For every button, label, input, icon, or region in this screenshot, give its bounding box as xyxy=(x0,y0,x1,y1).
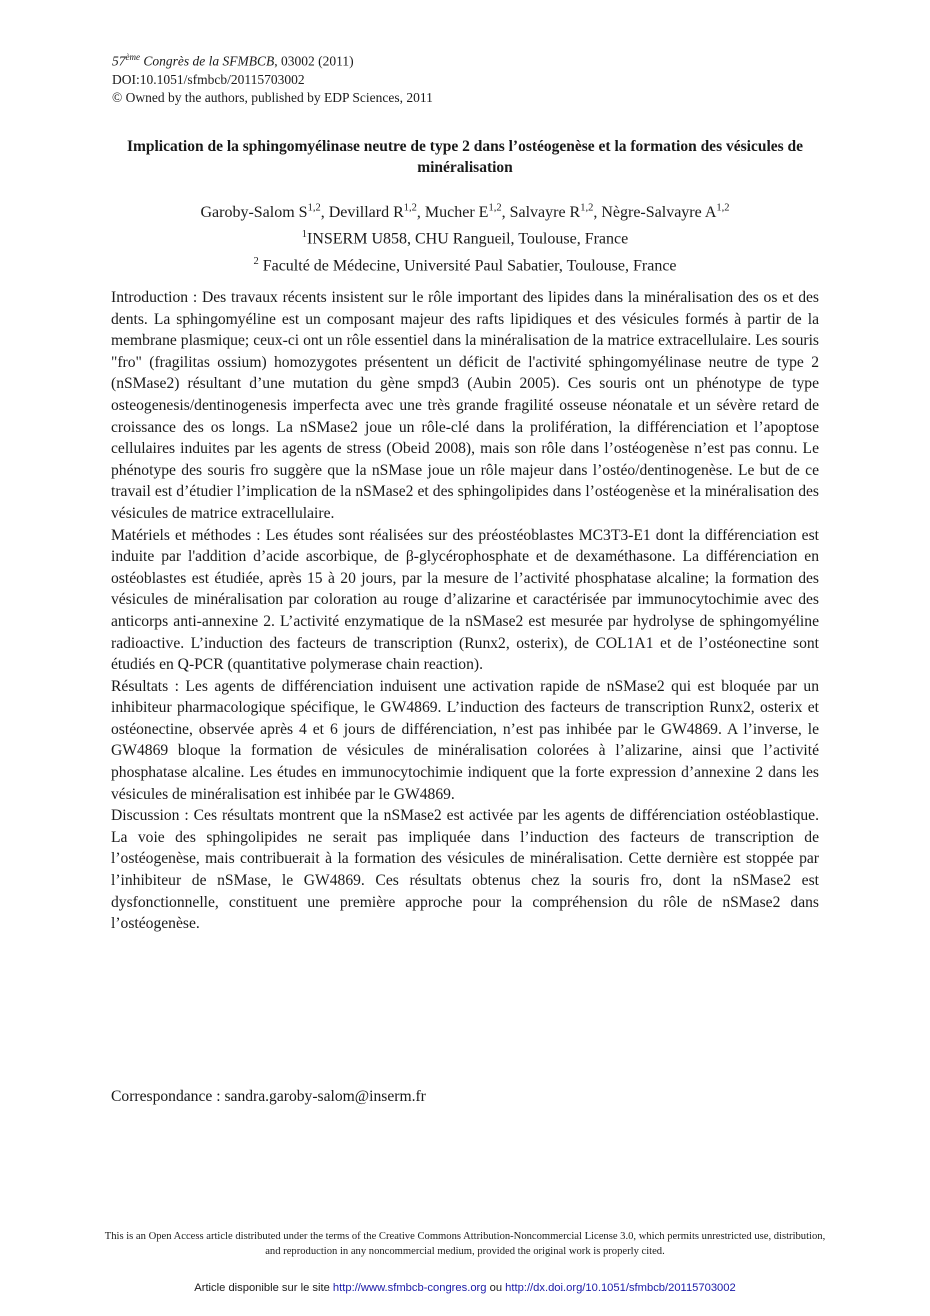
copyright: © Owned by the authors, published by EDP Sciences, 2011 xyxy=(112,89,433,105)
availability-line xyxy=(100,1281,830,1296)
doi: DOI:10.1051/sfmbcb/20115703002 xyxy=(112,71,305,87)
section-discussion: Discussion : Ces résultats montrent que la nSMase2 est activée par les agents de différenciation ostéoblastique. La voie des sphingolipides ne serait pas impliquée dans l’induction des facteurs de transcription de l’ostéogenèse, mais contribuerait à la formation des vésicules de minéralisation. Cette dernière est stoppée par l’inhibiteur de nSMase, le GW4869. Ces résultats obtenus chez la souris fro, dont la nSMase2 est dysfonctionnelle, constituent une première approche pour la compréhension du rôle de nSMase2 dans l’ostéogenèse. xyxy=(111,807,819,933)
availability-prefix: Article disponible sur le site xyxy=(194,1282,333,1294)
author-list xyxy=(100,198,830,224)
affiliation-1: $^1$INSERM U858, CHU Rangueil, Toulouse, France xyxy=(301,229,629,248)
author: Garoby-Salom S$^{1,2}$, xyxy=(200,203,329,222)
article-title: Implication de la sphingomyélinase neutre de type 2 dans l’ostéogenèse et la formation des vésicules de minéralisation xyxy=(126,138,804,176)
section-results: Résultats : Les agents de différenciation induisent une activation rapide de nSMase2 qui est bloquée par un inhibiteur pharmacologique spécifique, le GW4869. L’induction des facteurs de transcription Runx2, osterix et ostéonectine, observée après 4 et 6 jours de différenciation, n’est pas inhibée par le GW4869. A l’inverse, le GW4869 bloque la formation de vésicules de minéralisation colorées à l’alizarine, ainsi que l’activité phosphatase alcaline. Les études en immunocytochimie indiquent que la forte expression d’annexine 2 dans les vésicules de minéralisation est inhibée par le GW4869. xyxy=(111,677,819,803)
section-introduction: Introduction : Des travaux récents insistent sur le rôle important des lipides dans la minéralisation des os et des dents. La sphingomyéline est un composant majeur des rafts lipidiques et des vésicules formés à partir de la membrane plasmique; ceux-ci ont un rôle essentiel dans la minéralisation de la matrice extracellulaire. Les souris "fro" (fragilitas ossium) homozygotes présentent un déficit de l'activité sphingomyélinase neutre de type 2 (nSMase2) résultant d’une mutation du gène smpd3 (Aubin 2005). Ces souris ont un phénotype de type osteogenesis/dentinogenesis imperfecta avec une très grande fragilité osseuse néonatale et un sévère retard de croissance des os longs. La nSMase2 joue un rôle-clé dans la prolifération, la différenciation et l’apoptose cellulaires induites par les agents de stress (Obeid 2008), mais son rôle dans l’ostéogenèse n’est pas connu. Le phénotype des souris fro suggère que la nSMase joue un rôle majeur dans l’ostéo/dentinogenèse. Le but de ce travail est d’étudier l’implication de la nSMase2 et des sphingolipides dans l’ostéogenèse et la minéralisation des vésicules de matrice extracellulaire. xyxy=(111,289,819,522)
author: Mucher E$^{1,2}$, xyxy=(424,203,510,222)
license-notice: This is an Open Access article distributed under the terms of the Creative Commons Attribution-Noncommercial License 3.0, which permits unrestricted use, distribution, and reproduction in any noncommercial medium, provided the original work is properly cited. xyxy=(104,1231,826,1257)
conference-line xyxy=(112,48,433,71)
congress-link[interactable]: http://www.sfmbcb-congres.org xyxy=(332,1282,487,1294)
availability-middle: ou xyxy=(486,1282,506,1294)
conference-number-suffix: ème xyxy=(125,52,140,62)
abstract-body xyxy=(111,287,819,935)
correspondence: Correspondance : sandra.garoby-salom@inserm.fr xyxy=(111,1088,426,1105)
doi-link[interactable]: http://dx.doi.org/10.1051/sfmbcb/20115703002 xyxy=(505,1282,736,1294)
conference-number: 57 xyxy=(112,53,126,69)
author: Devillard R$^{1,2}$, xyxy=(328,203,425,222)
affiliation-2: $^2$ Faculté de Médecine, Université Paul Sabatier, Toulouse, France xyxy=(253,255,677,274)
conference-name: Congrès de la SFMBCB xyxy=(140,53,275,69)
conference-reference: , 03002 (2011) xyxy=(274,53,354,69)
author: Salvayre R$^{1,2}$, xyxy=(509,203,602,222)
author: Nègre-Salvayre A$^{1,2}$ xyxy=(601,203,730,222)
author-block xyxy=(100,198,830,277)
journal-header xyxy=(112,48,433,107)
section-methods: Matériels et méthodes : Les études sont réalisées sur des préostéoblastes MC3T3-E1 dont la différenciation est induite par l'addition d’acide ascorbique, de β-glycérophosphate et de dexaméthasone. La différenciation en ostéoblastes est étudiée, après 15 à 20 jours, par la mesure de l’activité phosphatase alcaline; la formation des vésicules de minéralisation par coloration au rouge d’alizarine et caractérisée par immunocytochimie avec des anticorps anti-annexine 2. L’activité enzymatique de la nSMase2 est mesurée par hydrolyse de sphingomyéline radioactive. L’induction des facteurs de transcription (Runx2, osterix), de COL1A1 et de l’ostéonectine sont étudiés en Q-PCR (quantitative polymerase chain reaction). xyxy=(111,526,819,674)
